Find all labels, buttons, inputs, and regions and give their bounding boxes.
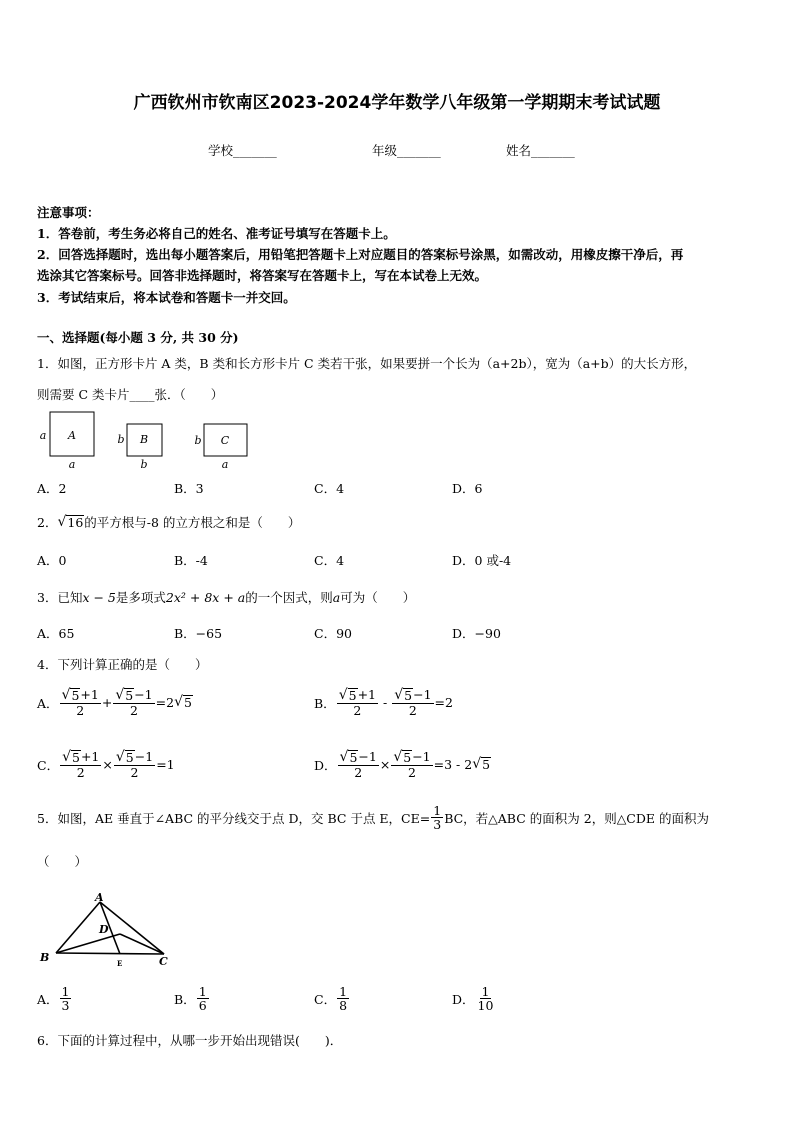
q6-stem: 6．下面的计算过程中，从哪一步开始出现错误( )． (37, 1033, 343, 1048)
card-a (40, 412, 94, 471)
q4-option-b[interactable]: B． √ 5 +1 2 - √ 5 −1 2 =2 (314, 687, 453, 718)
name-field: 姓名_______ (506, 143, 575, 158)
q5-option-b-frac: $\frac{1}{6}$ (198, 984, 207, 1014)
section-heading: 一、选择题(每小题 3 分, 共 30 分) (37, 330, 239, 345)
q4-option-c-label: C． (37, 757, 60, 773)
card-b-label: B (139, 433, 149, 446)
q4b-frac-2: √ 5 −1 2 (394, 687, 432, 718)
card-b (117, 424, 162, 471)
q5-option-c[interactable]: C． $\frac{1}{8}$ (314, 984, 348, 1014)
notice-heading: 注意事项： (37, 205, 100, 220)
card-a-bottom: a (68, 458, 76, 471)
q3-factor: x − 5 (82, 590, 116, 605)
q4a-frac-2: √ 5 −1 2 (115, 687, 153, 718)
q5-option-b[interactable]: B． $\frac{1}{6}$ (174, 984, 207, 1014)
q3-suffix: 可为（ ） (340, 590, 416, 605)
q4-option-b-label: B． (314, 695, 336, 711)
q5-option-a-frac: $\frac{1}{3}$ (61, 984, 70, 1014)
q4c-frac-1: √ 5 +1 2 (62, 749, 100, 780)
q5-option-d[interactable]: D． $\frac{1}{10}$ (452, 984, 494, 1014)
q5-point-b: B (40, 951, 50, 964)
q5-point-a: A (95, 891, 104, 904)
notice-item-2b: 选涂其它答案标号。回答非选择题时，将答案写在答题卡上，写在本试卷上无效。 (37, 268, 488, 283)
q1-line1: 1．如图，正方形卡片 A 类，B 类和长方形卡片 C 类若干张，如果要拼一个长为（a+2b），宽为（a+b）的大长方形， (37, 356, 697, 371)
q1-cards-figure (36, 408, 256, 472)
q5-option-a[interactable]: A． $\frac{1}{3}$ (37, 984, 70, 1014)
q2-sqrt: √ 16 (57, 513, 84, 530)
q3-mid: 是多项式 (115, 590, 166, 605)
q3-prefix: 3．已知 (37, 590, 83, 605)
q1-option-d[interactable]: D．6 (452, 481, 483, 496)
q4-option-d[interactable]: D． √ 5 −1 2 × √ 5 −1 2 =3 - 2 √ 5 (314, 749, 491, 780)
card-c (194, 424, 247, 471)
notice-item-2a: 2．回答选择题时，选出每小题答案后，用铅笔把答题卡上对应题目的答案标号涂黑，如需改动，用橡皮擦干净后，再 (37, 247, 684, 262)
q2-radicand: 16 (67, 514, 84, 530)
card-a-side: a (39, 429, 47, 442)
q5-option-c-frac: $\frac{1}{8}$ (339, 984, 348, 1014)
q1-option-b[interactable]: B．3 (174, 481, 204, 496)
q4d-frac-1: √ 5 −1 2 (339, 749, 377, 780)
q2-stem (37, 513, 300, 531)
q5-fraction: $\frac{1}{3}$ (433, 803, 442, 833)
q5-point-d: D (99, 923, 109, 936)
q5-triangle-figure (36, 888, 176, 970)
q3-option-b[interactable]: B．−65 (174, 626, 223, 641)
q5-option-d-frac: $\frac{1}{10}$ (477, 984, 494, 1014)
q1-option-c[interactable]: C．4 (314, 481, 345, 496)
q4-option-a[interactable]: A． √ 5 +1 2 + √ 5 −1 2 =2 √ 5 (37, 687, 192, 718)
q5-stem (37, 804, 709, 831)
notice-item-3: 3．考试结束后，将本试卷和答题卡一并交回。 (37, 290, 296, 305)
q3-option-c[interactable]: C．90 (314, 626, 352, 641)
q3-option-d[interactable]: D．−90 (452, 626, 501, 641)
card-c-label: C (220, 434, 230, 447)
q1-option-a[interactable]: A．2 (37, 481, 67, 496)
q4-option-d-label: D． (314, 757, 337, 773)
card-b-bottom: b (140, 458, 148, 471)
card-a-label: A (68, 429, 76, 442)
q5-point-c: C (159, 955, 168, 968)
q3-option-a[interactable]: A．65 (37, 626, 75, 641)
q4-stem: 4．下列计算正确的是（ ） (37, 657, 208, 672)
q2-option-b[interactable]: B．-4 (174, 553, 208, 568)
q4-option-c[interactable]: C． √ 5 +1 2 × √ 5 −1 2 =1 (37, 749, 175, 780)
notice-item-1: 1．答卷前，考生务必将自己的姓名、准考证号填写在答题卡上。 (37, 226, 396, 241)
q5-part2: BC，若△ABC 的面积为 2，则△CDE 的面积为 (444, 810, 709, 826)
q4-option-a-label: A． (37, 695, 59, 711)
card-c-bottom: a (221, 458, 229, 471)
q4a-frac-1: √ 5 +1 2 (61, 687, 99, 718)
q3-mid2: 的一个因式，则 (245, 590, 333, 605)
q3-stem (37, 588, 415, 606)
q4b-frac-1: √ 5 +1 2 (338, 687, 376, 718)
school-field: 学校_______ (208, 143, 277, 158)
q2-option-c[interactable]: C．4 (314, 553, 345, 568)
q4c-frac-2: √ 5 −1 2 (115, 749, 154, 780)
card-c-side: b (194, 434, 202, 447)
card-b-side: b (117, 433, 125, 446)
grade-field: 年级_______ (372, 143, 441, 158)
q4d-frac-2: √ 5 −1 2 (393, 749, 431, 780)
q3-poly: 2x² + 8x + a (165, 590, 246, 605)
q5-part1: 5．如图，AE 垂直于∠ABC 的平分线交于点 D，交 BC 于点 E，CE= (37, 810, 431, 826)
page-title: 广西钦州市钦南区2023-2024学年数学八年级第一学期期末考试试题 (133, 93, 661, 113)
q3-var: a (332, 590, 341, 605)
q5-line2: （ ） (37, 854, 88, 869)
q1-line2: 则需要 C 类卡片____张．（ ） (37, 387, 224, 402)
q5-point-e: E (117, 959, 123, 968)
q2-option-d[interactable]: D．0 或-4 (452, 553, 512, 568)
q2-prefix: 2． (37, 515, 58, 530)
q2-option-a[interactable]: A．0 (37, 553, 67, 568)
q2-suffix: 的平方根与-8 的立方根之和是（ ） (84, 515, 301, 530)
